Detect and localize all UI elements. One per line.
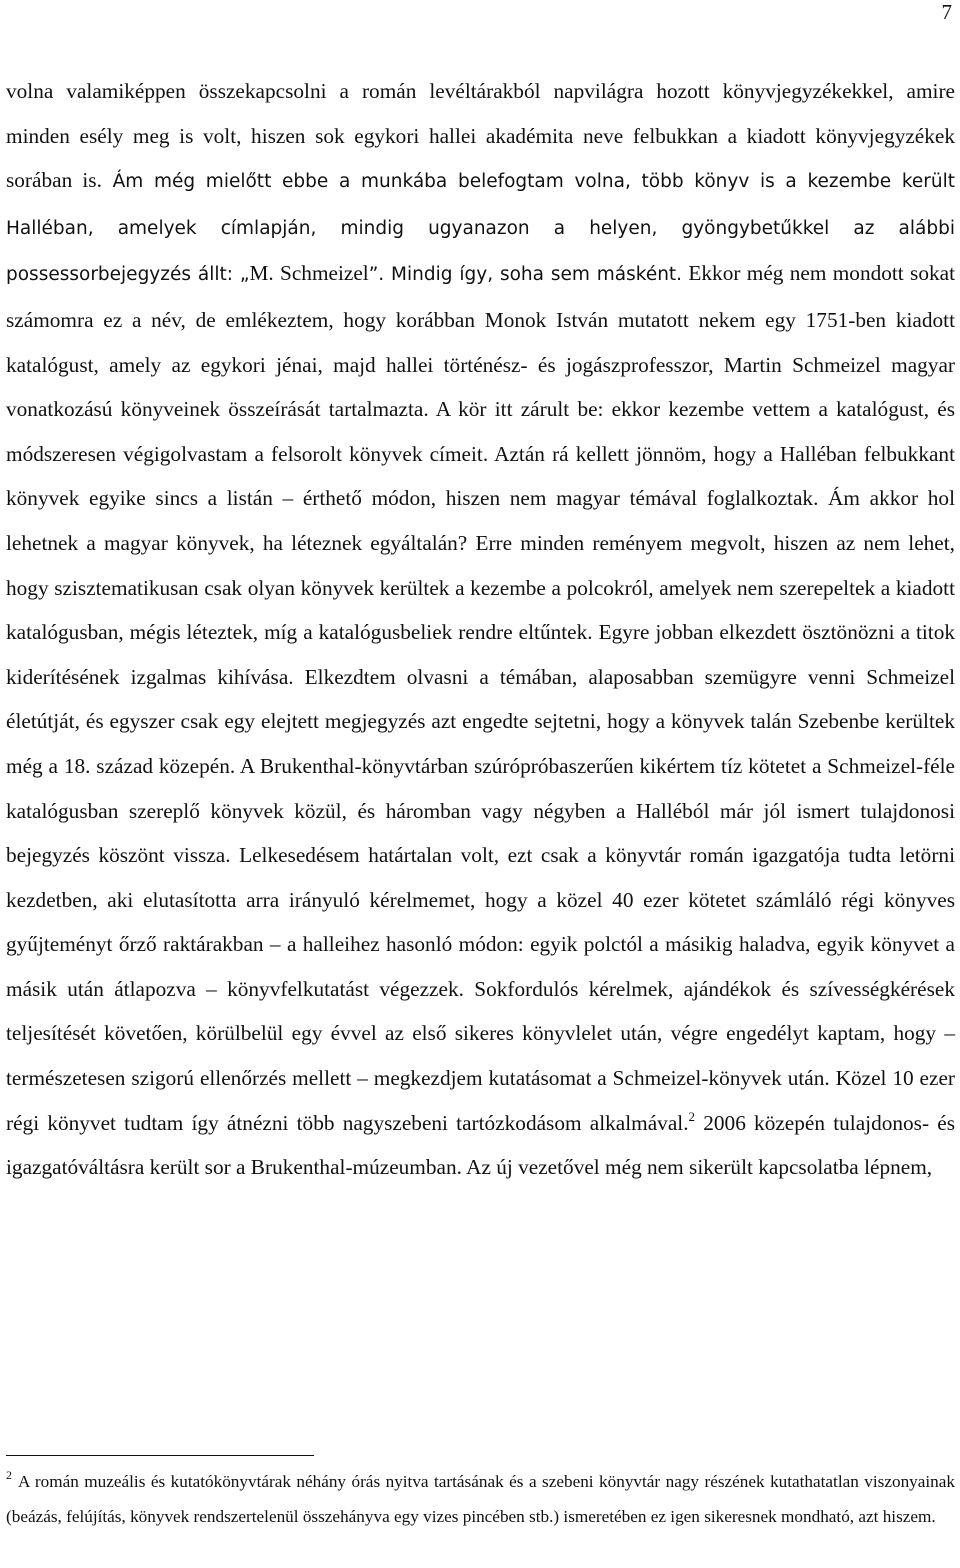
footnote [6, 1464, 955, 1534]
footnote-separator [6, 1455, 314, 1456]
page-number: 7 [941, 0, 952, 24]
paragraph-text-sans: Ám még mielőtt ebbe a munkába belefogtam volna, több könyv is a kezembe került Halléban, amelyek címlapján, mindig ugyanazon a helyen, gyöngybetűkkel az alábbi possessorbejegyzés állt: „ [6, 171, 955, 286]
footnote-reference[interactable]: 2 [688, 1108, 696, 1124]
paragraph-text: Ekkor még nem mondott sokat számomra ez a név, de emlékeztem, hogy korábban Monok István mutatott nekem egy 1751-ben kiadott katalógust, amely az egykori jénai, majd hallei történész- és jogászprofesszor, Martin Schmeizel magyar vonatkozású könyveinek összeírását tartalmazta. A kör itt zárult be: ekkor kezembe vettem a katalógust, és módszeresen végigolvastam a felsorolt könyvek címeit. Aztán rá kellett jönnöm, hogy a Halléban felbukkant könyvek egyike sincs a listán – érthető módon, hiszen nem magyar témával foglalkoztak. Ám akkor hol lehetnek a magyar könyvek, ha léteznek egyáltalán? Erre minden reményem megvolt, hiszen az nem lehet, hogy szisztematikusan csak olyan könyvek kerültek a kezembe a polcokról, amelyek nem szerepeltek a kiadott katalógusban, mégis léteztek, míg a katalógusbeliek rendre eltűntek. Egyre jobban elkezdett ösztönözni a titok kiderítésének izgalmas kihívása. Elkezdtem olvasni a témában, alaposabban szemügyre venni Schmeizel életútját, és egyszer csak egy elejtett megjegyzés azt engedte sejtetni, hogy a könyvek talán Szebenbe kerültek még a 18. század közepén. A Brukenthal-könyvtárban szúrópróbaszerűen kikértem tíz kötetet a Schmeizel-féle katalógusban szereplő könyvek közül, és háromban vagy négyben a Halléból már jól ismert tulajdonosi bejegyzés köszönt vissza. Lelkesedésem határtalan volt, ezt csak a könyvtár román igazgatója tudta letörni kezdetben, aki elutasította arra irányuló kérelmemet, hogy a közel 40 ezer kötetet számláló régi könyves gyűjteményt őrző raktárakban – a halleihez hasonló módon: egyik polctól a másikig haladva, egyik könyvet a másik után átlapozva – könyvfelkutatást végezzek. Sokfordulós kérelmek, ajándékok és szívességkérések teljesítését követően, körülbelül egy évvel az első sikeres könyvlelet után, végre engedélyt kaptam, hogy – természetesen szigorú ellenőrzés mellett – megkezdjem kutatásomat a Schmeizel-könyvek után. Közel 10 ezer régi könyvet tudtam így átnézni több nagyszebeni tartózkodásom alkalmával. [6, 261, 955, 1135]
paragraph-text: 2006 közepén tulajdonos- és igazgatóváltásra került sor a Brukenthal-múzeumban. Az új vezetővel még nem sikerült kapcsolatba lépnem, [6, 1110, 955, 1180]
paragraph-text-sans: ”. Mindig így, soha sem másként. [368, 264, 683, 286]
paragraph-text: volna valamiképpen összekapcsolni a román levéltárakból napvilágra hozott könyvjegyzékekkel, amire minden esély meg is volt, hiszen sok egykori hallei akadémita neve felbukkan a kiadott könyvjegyzékek sorában is. [6, 79, 955, 193]
footnote-mark: 2 [6, 1468, 12, 1482]
footnote-text: A román muzeális és kutatókönyvtárak néhány órás nyitva tartásának és a szebeni könyvtár nagy részének kutathatatlan viszonyainak (beázás, felújítás, könyvek rendszertelenül összehányva egy vizes pincében stb.) ismeretében ez igen sikeresnek mondható, azt hiszem. [6, 1472, 955, 1526]
body-paragraph [6, 69, 955, 1190]
possessor-inscription: M. Schmeizel [249, 261, 369, 286]
